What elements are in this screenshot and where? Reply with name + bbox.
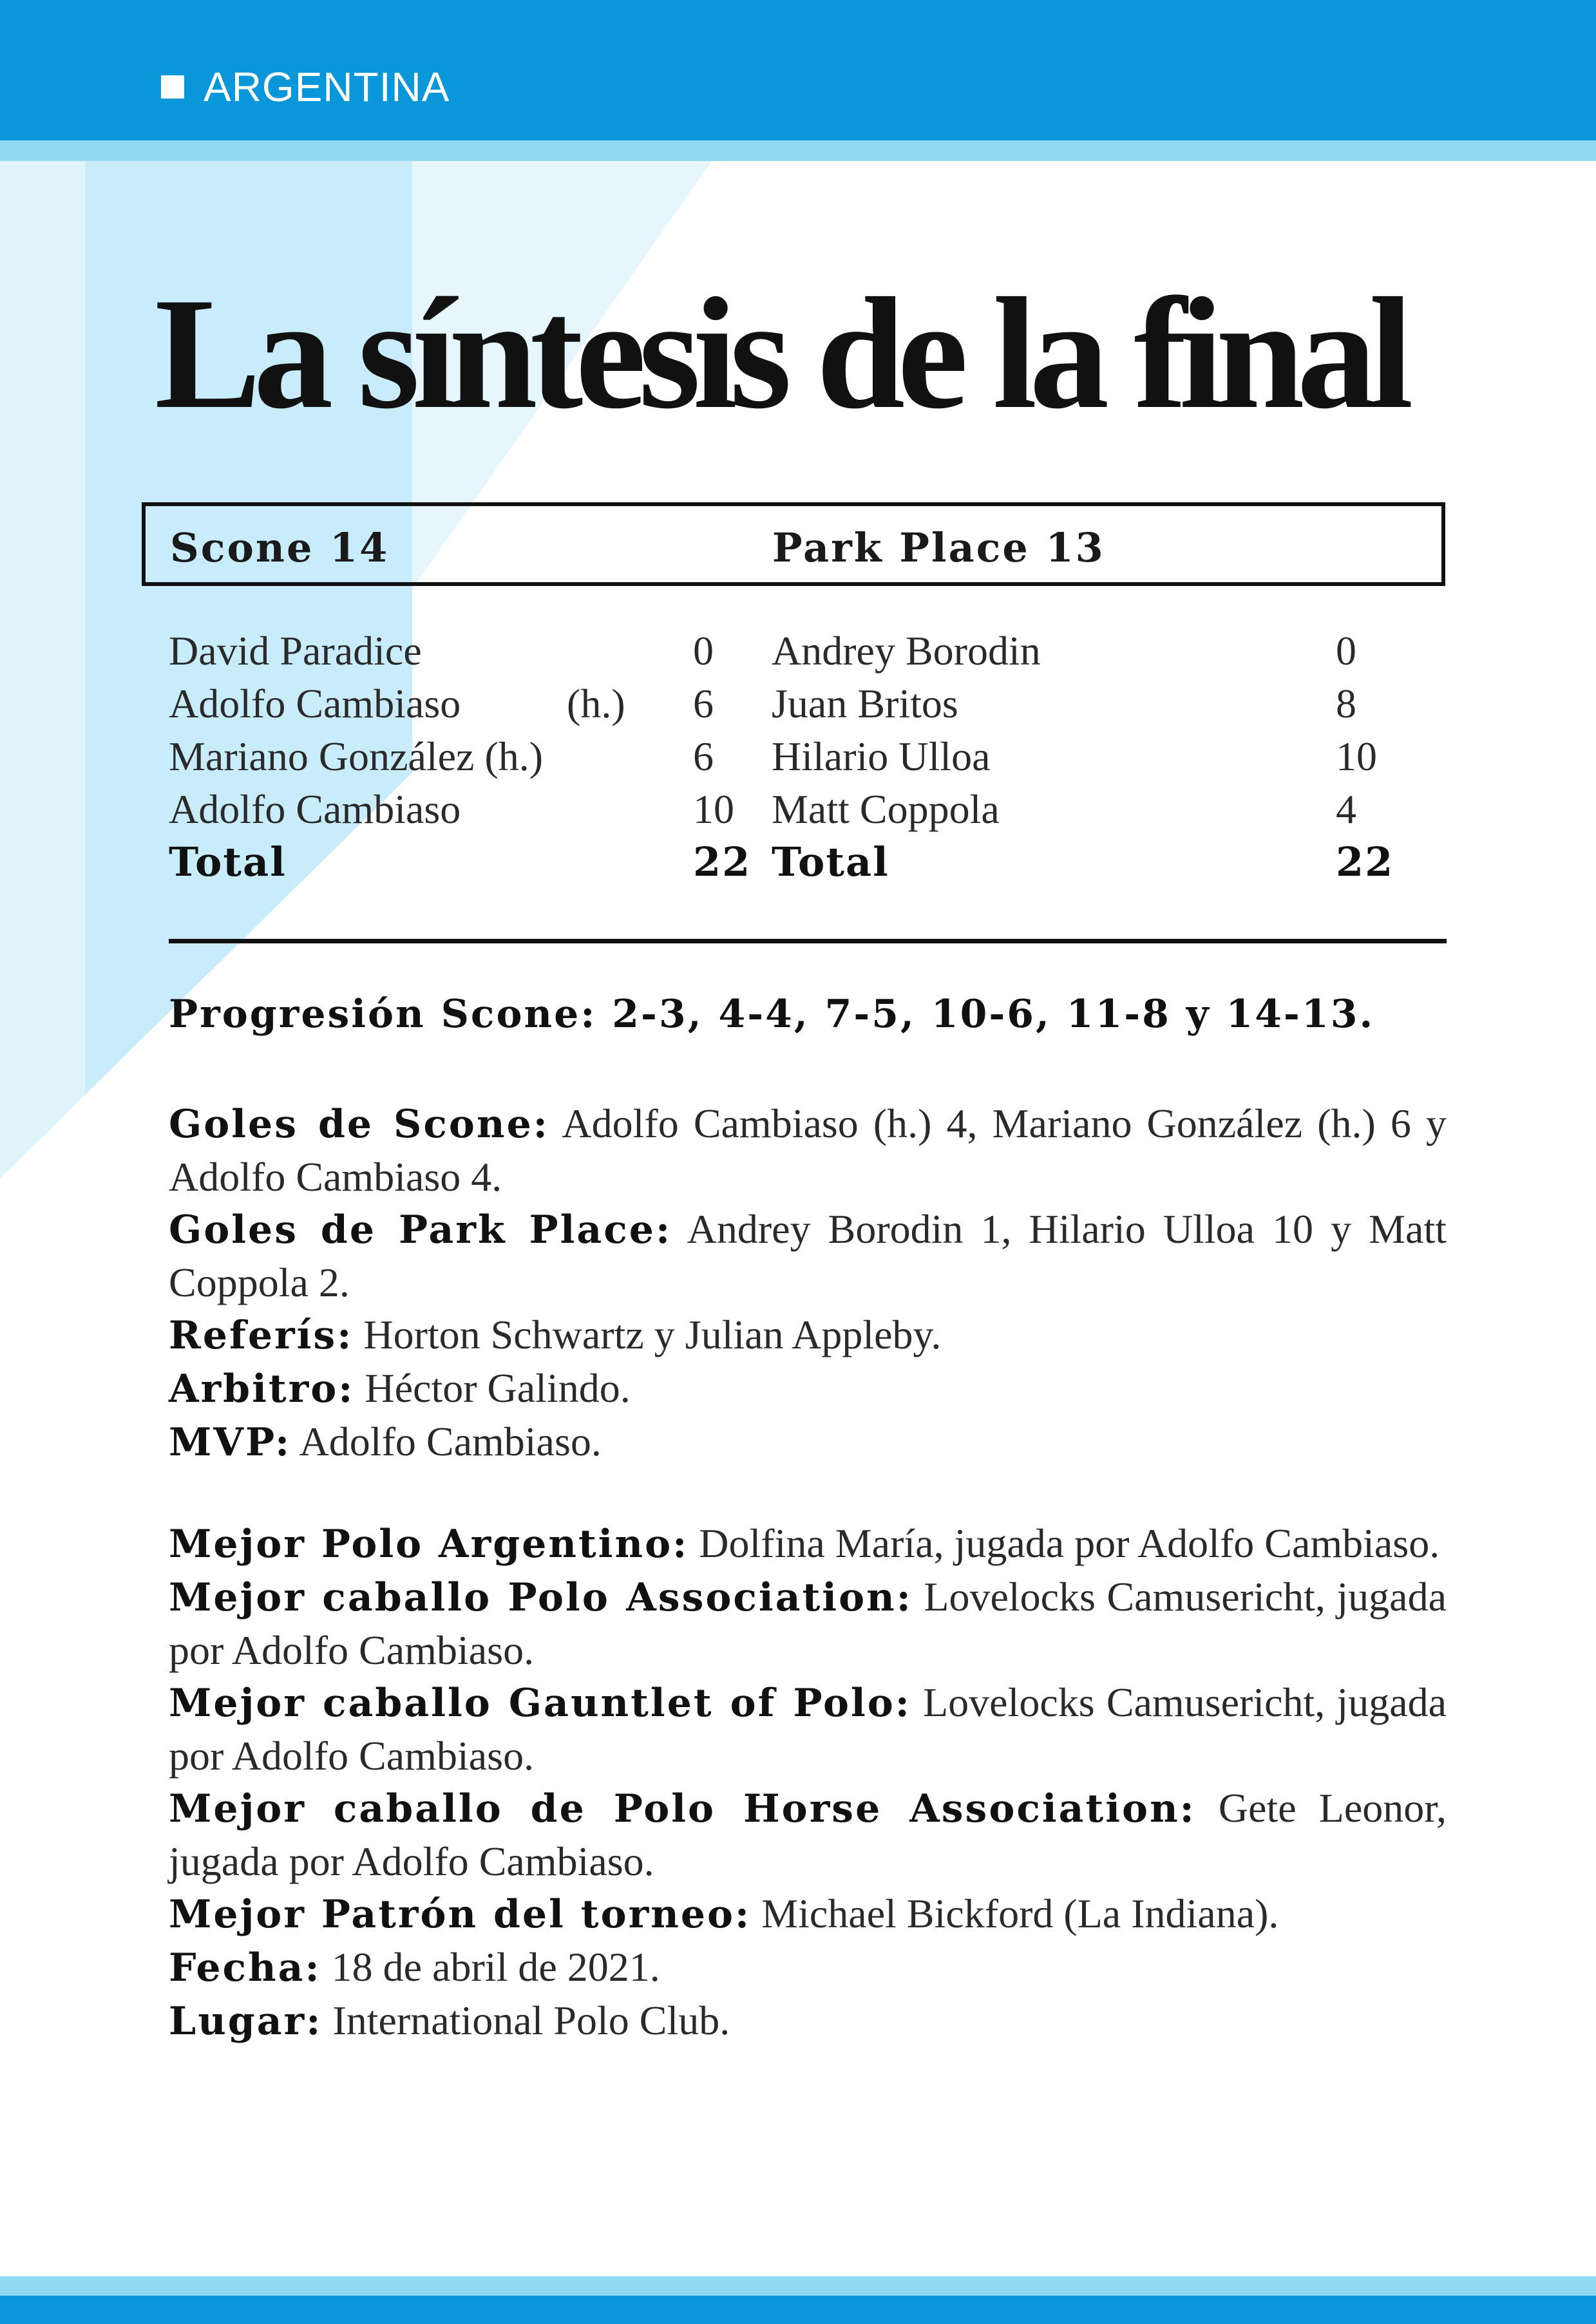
player-goals: 4: [1336, 786, 1356, 832]
detail-text: Héctor Galindo.: [354, 1365, 631, 1411]
award-text: International Polo Club.: [322, 1998, 730, 2043]
team-1-heading: Scone 14: [170, 524, 390, 571]
progression-line: Progresión Scone: 2-3, 4-4, 7-5, 10-6, 11-8 y 14-13.: [169, 992, 1375, 1037]
detail-text: Adolfo Cambiaso.: [291, 1419, 602, 1464]
player-goals: 0: [693, 628, 714, 674]
award-label: Mejor caballo Polo Association:: [169, 1575, 913, 1620]
player-name: Andrey Borodin: [772, 628, 1041, 674]
detail-label: Goles de Scone:: [169, 1102, 549, 1147]
section-name: ARGENTINA: [204, 64, 450, 110]
player-goals: 6: [693, 733, 714, 779]
total-value: 22: [693, 838, 752, 885]
detail-item: [169, 1415, 1447, 1469]
player-name: David Paradice: [169, 628, 422, 674]
score-box: [142, 502, 1445, 586]
team-2-heading: Park Place 13: [772, 524, 1105, 571]
award-item: [169, 1782, 1447, 1887]
player-name: Hilario Ulloa: [772, 733, 991, 779]
awards-list: [169, 1517, 1447, 2048]
award-text: Lovelocks Camusericht, jugada por Adolfo Cambiaso.: [169, 1679, 1447, 1779]
detail-text: Andrey Borodin 1, Hilario Ulloa 10 y Matt Coppola 2.: [169, 1206, 1447, 1305]
award-text: Lovelocks Camusericht, jugada por Adolfo Cambiaso.: [169, 1574, 1447, 1673]
page-title: La síntesis de la final: [155, 265, 1406, 442]
award-text: 18 de abril de 2021.: [321, 1944, 660, 1990]
award-item: [169, 1517, 1447, 1571]
award-text: Gete Leonor, jugada por Adolfo Cambiaso.: [169, 1785, 1447, 1884]
player-goals: 0: [1336, 628, 1356, 674]
award-label: Mejor caballo de Polo Horse Association:: [169, 1786, 1196, 1831]
award-text: Dolfina María, jugada por Adolfo Cambiaso.: [689, 1520, 1440, 1566]
detail-label: Goles de Park Place:: [169, 1207, 672, 1252]
player-name: Juan Britos: [772, 681, 958, 726]
award-label: Mejor Polo Argentino:: [169, 1522, 689, 1567]
total-label: Total: [772, 838, 889, 885]
detail-item: [169, 1097, 1447, 1203]
detail-item: [169, 1203, 1447, 1308]
award-label: Fecha:: [169, 1945, 321, 1990]
detail-item: [169, 1308, 1447, 1362]
detail-label: Arbitro:: [169, 1366, 355, 1412]
award-item: [169, 1941, 1447, 1994]
award-label: Mejor caballo Gauntlet of Polo:: [169, 1681, 911, 1726]
footer-bar: [0, 2296, 1596, 2324]
award-item: [169, 1887, 1447, 1941]
player-suffix: (h.): [567, 681, 625, 726]
player-goals: 10: [693, 786, 734, 832]
player-name: Adolfo Cambiaso: [169, 786, 461, 832]
total-label: Total: [169, 838, 287, 885]
player-name: Matt Coppola: [772, 786, 1000, 832]
player-name: Adolfo Cambiaso: [169, 681, 461, 726]
award-item: [169, 1994, 1447, 2048]
detail-label: MVP:: [169, 1420, 292, 1465]
footer-accent-stripe: [0, 2276, 1596, 2296]
award-item: [169, 1676, 1447, 1782]
divider: [169, 939, 1447, 943]
player-name: Mariano González (h.): [169, 733, 544, 779]
detail-text: Adolfo Cambiaso (h.) 4, Mariano González (h.) 6 y Adolfo Cambiaso 4.: [169, 1101, 1447, 1200]
total-value: 22: [1336, 838, 1394, 885]
match-details: [169, 1097, 1447, 1469]
award-label: Mejor Patrón del torneo:: [169, 1892, 752, 1937]
detail-text: Horton Schwartz y Julian Appleby.: [353, 1312, 942, 1357]
award-label: Lugar:: [169, 1999, 323, 2044]
player-goals: 8: [1336, 681, 1356, 726]
player-goals: 10: [1336, 733, 1377, 779]
player-goals: 6: [693, 681, 714, 726]
detail-label: Referís:: [169, 1313, 354, 1358]
detail-item: [169, 1362, 1447, 1415]
award-item: [169, 1571, 1447, 1676]
award-text: Michael Bickford (La Indiana).: [751, 1891, 1279, 1936]
